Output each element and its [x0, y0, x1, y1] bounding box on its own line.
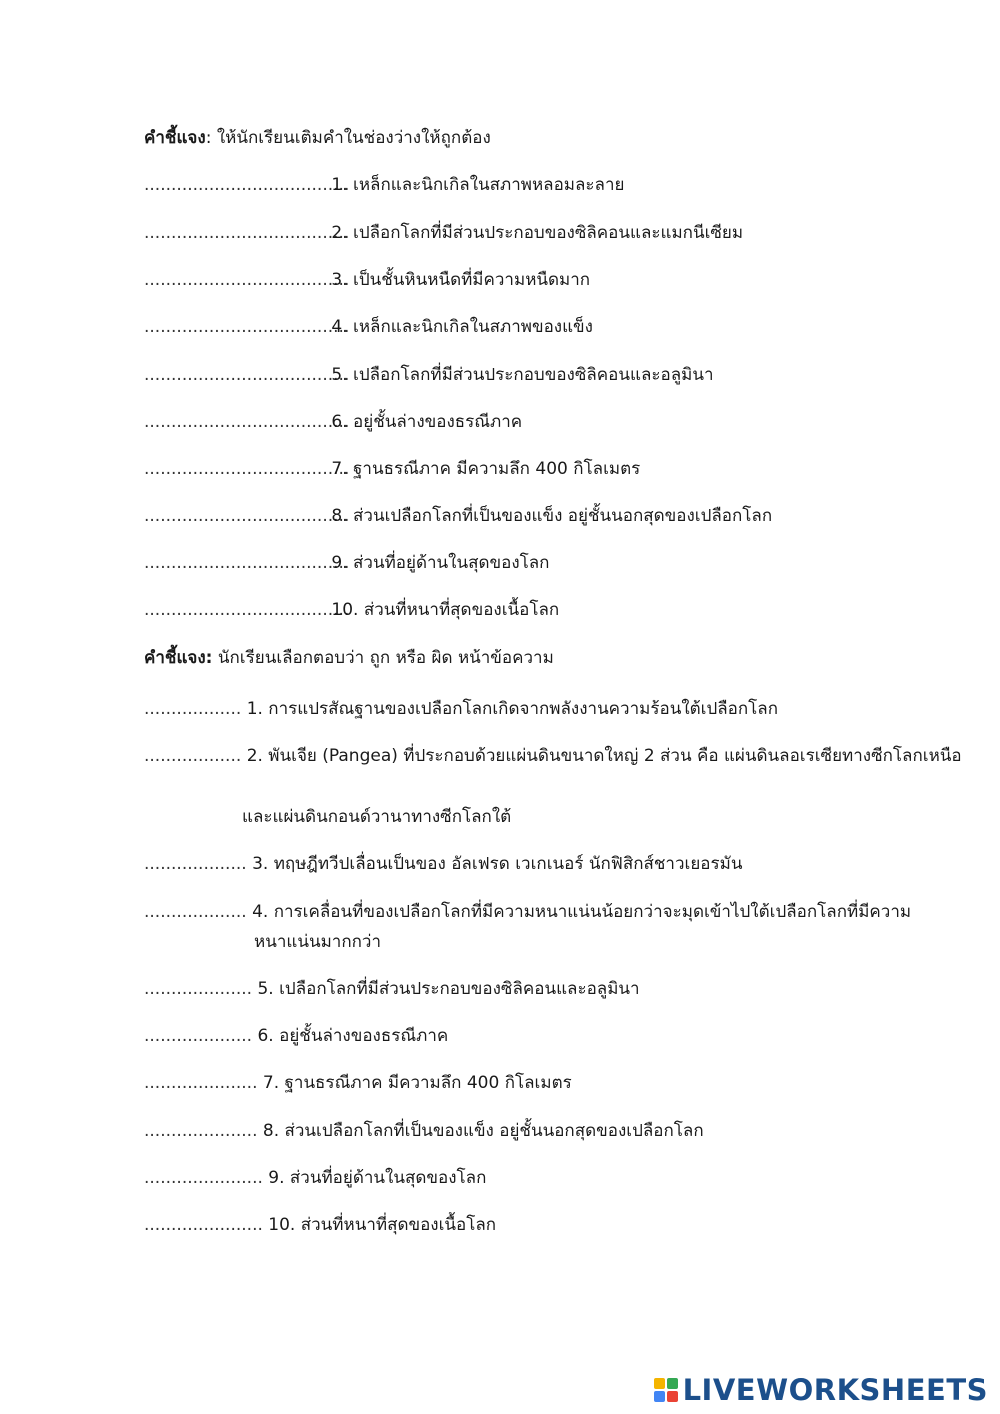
- instruction-1-text: : ให้นักเรียนเติมคำในช่องว่างให้ถูกต้อง: [205, 128, 491, 148]
- tf-blank-7[interactable]: .....................: [144, 1073, 258, 1093]
- tf-item-text: 5. เปลือกโลกที่มีส่วนประกอบของซิลิคอนและอลูมินา: [257, 979, 640, 999]
- fill-item-9: [144, 551, 549, 575]
- blank-7[interactable]: ......................................: [144, 459, 350, 479]
- instruction-1: [144, 126, 491, 150]
- tf-blank-8[interactable]: .....................: [144, 1121, 258, 1141]
- fill-item-text: 6. อยู่ชั้นล่างของธรณีภาค: [331, 412, 523, 432]
- logo-square: [654, 1378, 665, 1389]
- tf-item-text: 7. ฐานธรณีภาค มีความลึก 400 กิโลเมตร: [262, 1073, 572, 1093]
- tf-blank-2[interactable]: ..................: [144, 746, 242, 766]
- blank-2[interactable]: ......................................: [144, 223, 350, 243]
- tf-blank-10[interactable]: ......................: [144, 1215, 263, 1235]
- blank-10[interactable]: ......................................: [144, 600, 350, 620]
- tf-item-7: [144, 1071, 572, 1095]
- tf-blank-6[interactable]: ....................: [144, 1026, 253, 1046]
- fill-item-text: 5. เปลือกโลกที่มีส่วนประกอบของซิลิคอนและอลูมินา: [331, 365, 714, 385]
- fill-item-text: 4. เหล็กและนิกเกิลในสภาพของแข็ง: [331, 317, 593, 337]
- tf-blank-5[interactable]: ....................: [144, 979, 253, 999]
- logo-mark-icon: [654, 1378, 678, 1402]
- blank-8[interactable]: ......................................: [144, 506, 350, 526]
- tf-item-5: [144, 977, 640, 1001]
- blank-5[interactable]: ......................................: [144, 365, 350, 385]
- tf-item-4-continuation: หนาแน่นมากกว่า: [254, 932, 382, 952]
- logo-square: [667, 1391, 678, 1402]
- tf-item-text: 4. การเคลื่อนที่ของเปลือกโลกที่มีความหนาแน่นน้อยกว่าจะมุดเข้าไปใต้เปลือกโลกที่มีความ: [252, 902, 912, 922]
- tf-item-1: [144, 697, 778, 721]
- fill-item-text: 7. ฐานธรณีภาค มีความลึก 400 กิโลเมตร: [331, 459, 641, 479]
- tf-item-text: 3. ทฤษฎีทวีปเลื่อนเป็นของ อัลเฟรด เวเกเนอร์ นักฟิสิกส์ชาวเยอรมัน: [252, 854, 743, 874]
- fill-item-text: 9. ส่วนที่อยู่ด้านในสุดของโลก: [331, 553, 550, 573]
- tf-item-text: 2. พันเจีย (Pangea) ที่ประกอบด้วยแผ่นดินขนาดใหญ่ 2 ส่วน คือ แผ่นดินลอเรเซียทางซีกโลกเหนือ: [246, 746, 962, 766]
- fill-item-2: [144, 221, 743, 245]
- logo-text: LIVEWORKSHEETS: [682, 1373, 988, 1407]
- tf-item-2-continuation: และแผ่นดินกอนด์วานาทางซีกโลกใต้: [242, 807, 512, 827]
- tf-blank-9[interactable]: ......................: [144, 1168, 263, 1188]
- instruction-2: [144, 646, 554, 670]
- logo-square: [654, 1391, 665, 1402]
- tf-item-text: 10. ส่วนที่หนาที่สุดของเนื้อโลก: [268, 1215, 497, 1235]
- tf-blank-3[interactable]: ...................: [144, 854, 247, 874]
- tf-item-6: [144, 1024, 448, 1048]
- blank-3[interactable]: ......................................: [144, 270, 350, 290]
- instruction-2-label: คำชี้แจง:: [144, 648, 213, 668]
- tf-blank-1[interactable]: ..................: [144, 699, 242, 719]
- fill-item-5: [144, 363, 714, 387]
- fill-item-text: 3. เป็นชั้นหินหนืดที่มีความหนืดมาก: [331, 270, 591, 290]
- tf-blank-4[interactable]: ...................: [144, 902, 247, 922]
- fill-item-7: [144, 457, 640, 481]
- instruction-1-label: คำชี้แจง: [144, 128, 206, 148]
- instruction-2-text: นักเรียนเลือกตอบว่า ถูก หรือ ผิด หน้าข้อความ: [212, 648, 554, 668]
- fill-item-1: [144, 173, 624, 197]
- fill-item-8: [144, 504, 772, 528]
- tf-item-3: [144, 852, 742, 876]
- tf-item-text: 1. การแปรสัณฐานของเปลือกโลกเกิดจากพลังงานความร้อนใต้เปลือกโลก: [246, 699, 779, 719]
- tf-item-text: 6. อยู่ชั้นล่างของธรณีภาค: [257, 1026, 449, 1046]
- fill-item-text: 10. ส่วนที่หนาที่สุดของเนื้อโลก: [331, 600, 560, 620]
- liveworksheets-logo: [654, 1372, 988, 1408]
- fill-item-text: 2. เปลือกโลกที่มีส่วนประกอบของซิลิคอนและแมกนีเซียม: [331, 223, 744, 243]
- fill-item-4: [144, 315, 593, 339]
- blank-4[interactable]: ......................................: [144, 317, 350, 337]
- blank-9[interactable]: ......................................: [144, 553, 350, 573]
- fill-item-text: 8. ส่วนเปลือกโลกที่เป็นของแข็ง อยู่ชั้นนอกสุดของเปลือกโลก: [331, 506, 773, 526]
- fill-item-6: [144, 410, 522, 434]
- tf-item-10: [144, 1213, 496, 1237]
- logo-square: [667, 1378, 678, 1389]
- blank-1[interactable]: ......................................: [144, 175, 350, 195]
- fill-item-3: [144, 268, 590, 292]
- tf-item-text: 8. ส่วนเปลือกโลกที่เป็นของแข็ง อยู่ชั้นนอกสุดของเปลือกโลก: [262, 1121, 704, 1141]
- tf-item-2: [144, 744, 962, 768]
- tf-item-text: 9. ส่วนที่อยู่ด้านในสุดของโลก: [268, 1168, 487, 1188]
- fill-item-10: [144, 598, 559, 622]
- tf-item-8: [144, 1119, 704, 1143]
- fill-item-text: 1. เหล็กและนิกเกิลในสภาพหลอมละลาย: [331, 175, 625, 195]
- tf-item-9: [144, 1166, 486, 1190]
- tf-item-4: [144, 900, 911, 924]
- blank-6[interactable]: ......................................: [144, 412, 350, 432]
